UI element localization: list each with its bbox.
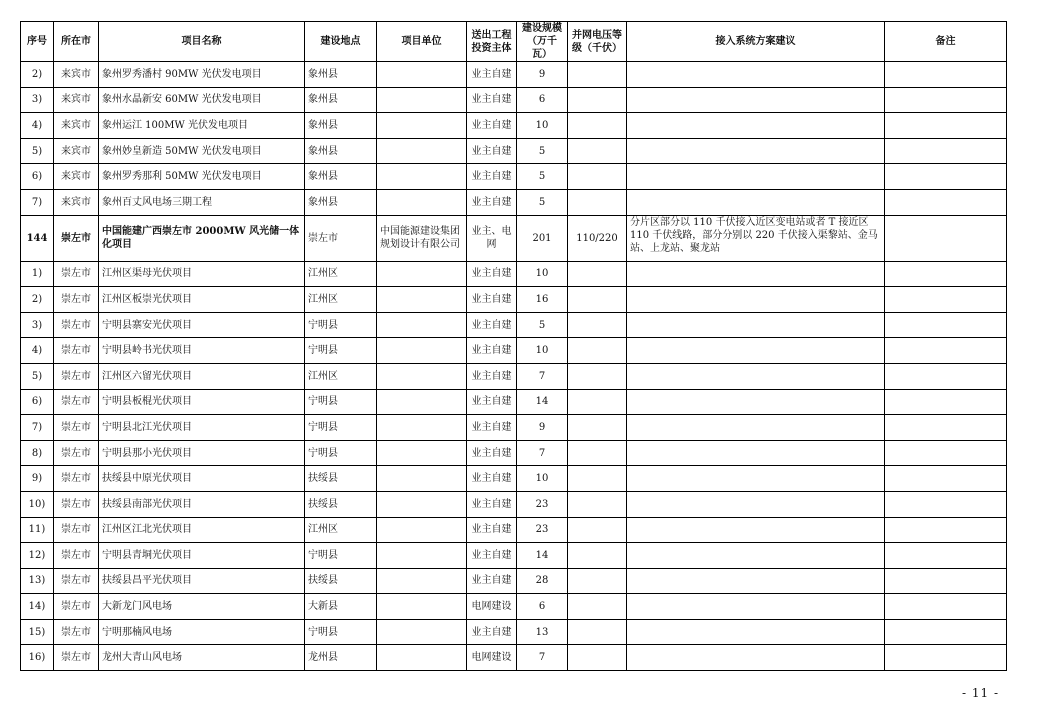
cell-investor: 业主自建 [467,517,517,543]
cell-voltage [568,363,627,389]
cell-project-name: 宁明县岭书光伏项目 [99,338,305,364]
cell-access-plan [627,312,885,338]
cell-unit [377,87,467,113]
cell-voltage [568,440,627,466]
cell-unit [377,440,467,466]
cell-access-plan [627,164,885,190]
cell-city: 来宾市 [54,164,99,190]
header-investor: 送出工程投资主体 [467,22,517,62]
cell-note [885,87,1007,113]
cell-unit [377,138,467,164]
cell-note [885,594,1007,620]
cell-scale: 23 [517,491,568,517]
table-row [21,440,1007,466]
cell-access-plan [627,389,885,415]
cell-scale: 7 [517,645,568,671]
cell-note [885,312,1007,338]
table-row [21,261,1007,287]
cell-unit [377,164,467,190]
cell-scale: 5 [517,138,568,164]
cell-access-plan [627,645,885,671]
cell-scale: 6 [517,87,568,113]
header-city: 所在市 [54,22,99,62]
cell-site: 宁明县 [305,312,377,338]
cell-site: 宁明县 [305,415,377,441]
header-access-plan: 接入系统方案建议 [627,22,885,62]
cell-note [885,619,1007,645]
cell-unit [377,189,467,215]
cell-scale: 7 [517,363,568,389]
cell-unit [377,543,467,569]
cell-city: 崇左市 [54,594,99,620]
cell-scale: 14 [517,389,568,415]
cell-voltage [568,138,627,164]
cell-project-name: 宁明那楠风电场 [99,619,305,645]
cell-investor: 业主自建 [467,287,517,313]
cell-voltage [568,491,627,517]
table-row [21,415,1007,441]
cell-unit [377,261,467,287]
cell-site: 江州区 [305,261,377,287]
cell-scale: 9 [517,62,568,88]
cell-project-name: 江州区江北光伏项目 [99,517,305,543]
cell-note [885,645,1007,671]
table-row [21,287,1007,313]
cell-investor: 业主自建 [467,113,517,139]
header-project-name: 项目名称 [99,22,305,62]
cell-scale: 6 [517,594,568,620]
cell-city: 崇左市 [54,338,99,364]
cell-project-name: 扶绥县南部光伏项目 [99,491,305,517]
cell-site: 宁明县 [305,543,377,569]
header-scale: 建设规模（万千瓦） [517,22,568,62]
cell-site: 崇左市 [305,215,377,261]
cell-site: 宁明县 [305,619,377,645]
cell-project-name: 江州区渠母光伏项目 [99,261,305,287]
cell-no: 2) [21,287,54,313]
cell-unit [377,517,467,543]
table-row [21,62,1007,88]
cell-no: 6) [21,389,54,415]
cell-access-plan [627,619,885,645]
cell-no: 9) [21,466,54,492]
cell-no: 8) [21,440,54,466]
cell-site: 象州县 [305,62,377,88]
cell-project-name: 宁明县板棍光伏项目 [99,389,305,415]
cell-note [885,389,1007,415]
cell-unit [377,415,467,441]
cell-investor: 业主自建 [467,466,517,492]
cell-access-plan [627,466,885,492]
cell-site: 江州区 [305,517,377,543]
table-row [21,189,1007,215]
cell-investor: 业主自建 [467,491,517,517]
header-voltage: 并网电压等级（千伏） [568,22,627,62]
cell-site: 象州县 [305,164,377,190]
cell-note [885,113,1007,139]
cell-no: 4) [21,338,54,364]
cell-investor: 电网建设 [467,645,517,671]
table-row [21,312,1007,338]
cell-unit [377,389,467,415]
cell-unit [377,594,467,620]
cell-investor: 业主自建 [467,363,517,389]
cell-voltage [568,543,627,569]
cell-voltage [568,338,627,364]
cell-voltage [568,287,627,313]
cell-site: 扶绥县 [305,466,377,492]
cell-project-name: 宁明县青垌光伏项目 [99,543,305,569]
cell-no: 7) [21,189,54,215]
cell-no: 16) [21,645,54,671]
cell-unit [377,619,467,645]
cell-note [885,164,1007,190]
cell-project-name: 江州区板崇光伏项目 [99,287,305,313]
cell-scale: 5 [517,164,568,190]
project-table [20,21,1007,671]
cell-site: 象州县 [305,189,377,215]
cell-city: 崇左市 [54,215,99,261]
cell-scale: 10 [517,113,568,139]
cell-no: 2) [21,62,54,88]
table-row [21,619,1007,645]
cell-scale: 13 [517,619,568,645]
cell-no: 10) [21,491,54,517]
cell-access-plan [627,440,885,466]
cell-unit [377,568,467,594]
cell-voltage: 110/220 [568,215,627,261]
cell-site: 宁明县 [305,389,377,415]
cell-note [885,568,1007,594]
cell-scale: 10 [517,466,568,492]
cell-city: 崇左市 [54,543,99,569]
cell-site: 象州县 [305,113,377,139]
cell-investor: 业主自建 [467,261,517,287]
cell-no: 5) [21,363,54,389]
cell-voltage [568,517,627,543]
header-site: 建设地点 [305,22,377,62]
cell-investor: 业主自建 [467,138,517,164]
cell-voltage [568,568,627,594]
cell-access-plan [627,113,885,139]
cell-access-plan [627,517,885,543]
cell-access-plan [627,138,885,164]
cell-no: 11) [21,517,54,543]
cell-investor: 业主自建 [467,87,517,113]
cell-note [885,338,1007,364]
cell-project-name: 江州区六留光伏项目 [99,363,305,389]
cell-city: 崇左市 [54,440,99,466]
cell-no: 6) [21,164,54,190]
cell-project-name: 宁明县寨安光伏项目 [99,312,305,338]
cell-unit [377,312,467,338]
cell-access-plan [627,338,885,364]
cell-access-plan [627,363,885,389]
cell-no: 14) [21,594,54,620]
cell-note [885,415,1007,441]
cell-city: 崇左市 [54,415,99,441]
cell-site: 扶绥县 [305,568,377,594]
cell-project-name: 象州罗秀潘村 90MW 光伏发电项目 [99,62,305,88]
cell-voltage [568,113,627,139]
cell-note [885,543,1007,569]
cell-access-plan [627,87,885,113]
cell-investor: 业主自建 [467,619,517,645]
cell-city: 来宾市 [54,138,99,164]
cell-scale: 10 [517,261,568,287]
cell-site: 江州区 [305,287,377,313]
cell-site: 扶绥县 [305,491,377,517]
cell-city: 崇左市 [54,491,99,517]
cell-investor: 业主自建 [467,338,517,364]
cell-scale: 14 [517,543,568,569]
cell-project-name: 象州罗秀那利 50MW 光伏发电项目 [99,164,305,190]
cell-project-name: 宁明县那小光伏项目 [99,440,305,466]
cell-site: 宁明县 [305,338,377,364]
cell-scale: 5 [517,189,568,215]
cell-site: 大新县 [305,594,377,620]
page-number: - 11 - [962,686,1000,700]
cell-scale: 16 [517,287,568,313]
cell-city: 崇左市 [54,517,99,543]
cell-unit [377,645,467,671]
cell-voltage [568,619,627,645]
cell-unit: 中国能源建设集团规划设计有限公司 [377,215,467,261]
table-body [21,62,1007,671]
cell-project-name: 象州妙皇新造 50MW 光伏发电项目 [99,138,305,164]
cell-no: 7) [21,415,54,441]
cell-city: 崇左市 [54,645,99,671]
cell-access-plan [627,415,885,441]
cell-no: 13) [21,568,54,594]
cell-investor: 业主自建 [467,389,517,415]
cell-no: 12) [21,543,54,569]
cell-project-name: 中国能建广西崇左市 2000MW 风光储一体化项目 [99,215,305,261]
cell-note [885,62,1007,88]
cell-access-plan [627,568,885,594]
cell-city: 崇左市 [54,389,99,415]
cell-project-name: 扶绥县昌平光伏项目 [99,568,305,594]
cell-project-name: 象州运江 100MW 光伏发电项目 [99,113,305,139]
table-row [21,113,1007,139]
table-row [21,87,1007,113]
cell-note [885,363,1007,389]
cell-access-plan [627,62,885,88]
cell-scale: 10 [517,338,568,364]
cell-access-plan [627,543,885,569]
header-no: 序号 [21,22,54,62]
cell-no: 1) [21,261,54,287]
cell-note [885,138,1007,164]
cell-note [885,491,1007,517]
cell-investor: 电网建设 [467,594,517,620]
cell-no: 3) [21,87,54,113]
cell-access-plan [627,189,885,215]
cell-unit [377,363,467,389]
cell-no: 144 [21,215,54,261]
cell-scale: 9 [517,415,568,441]
table-row [21,164,1007,190]
cell-city: 来宾市 [54,87,99,113]
cell-unit [377,113,467,139]
cell-investor: 业主自建 [467,312,517,338]
table-row-main-project [21,215,1007,261]
cell-scale: 7 [517,440,568,466]
cell-city: 崇左市 [54,287,99,313]
cell-city: 崇左市 [54,619,99,645]
cell-site: 宁明县 [305,440,377,466]
table-row [21,363,1007,389]
cell-project-name: 象州百丈风电场三期工程 [99,189,305,215]
cell-city: 崇左市 [54,312,99,338]
cell-unit [377,338,467,364]
cell-project-name: 龙州大青山风电场 [99,645,305,671]
cell-access-plan [627,491,885,517]
cell-project-name: 象州水晶新安 60MW 光伏发电项目 [99,87,305,113]
cell-voltage [568,594,627,620]
cell-project-name: 大新龙门风电场 [99,594,305,620]
cell-city: 来宾市 [54,62,99,88]
cell-city: 崇左市 [54,363,99,389]
table-row [21,389,1007,415]
cell-city: 崇左市 [54,568,99,594]
cell-access-plan [627,261,885,287]
table-row [21,466,1007,492]
table-row [21,491,1007,517]
cell-site: 象州县 [305,87,377,113]
cell-voltage [568,415,627,441]
cell-access-plan [627,287,885,313]
cell-investor: 业主自建 [467,189,517,215]
cell-scale: 28 [517,568,568,594]
cell-no: 4) [21,113,54,139]
cell-city: 崇左市 [54,466,99,492]
cell-no: 15) [21,619,54,645]
cell-note [885,261,1007,287]
cell-voltage [568,164,627,190]
table-row [21,645,1007,671]
cell-voltage [568,62,627,88]
cell-investor: 业主自建 [467,568,517,594]
cell-investor: 业主、电网 [467,215,517,261]
cell-site: 龙州县 [305,645,377,671]
cell-voltage [568,466,627,492]
table-row [21,543,1007,569]
cell-investor: 业主自建 [467,543,517,569]
table-header-row [21,22,1007,62]
cell-project-name: 扶绥县中原光伏项目 [99,466,305,492]
cell-no: 5) [21,138,54,164]
cell-scale: 5 [517,312,568,338]
cell-note [885,466,1007,492]
cell-site: 象州县 [305,138,377,164]
header-note: 备注 [885,22,1007,62]
cell-city: 来宾市 [54,113,99,139]
cell-voltage [568,87,627,113]
cell-access-plan [627,594,885,620]
cell-note [885,517,1007,543]
cell-unit [377,491,467,517]
cell-unit [377,287,467,313]
header-unit: 项目单位 [377,22,467,62]
table-row [21,138,1007,164]
cell-site: 江州区 [305,363,377,389]
cell-note [885,440,1007,466]
table-row [21,517,1007,543]
table-row [21,568,1007,594]
cell-investor: 业主自建 [467,415,517,441]
cell-voltage [568,645,627,671]
cell-unit [377,62,467,88]
cell-voltage [568,261,627,287]
cell-note [885,287,1007,313]
cell-access-plan: 分片区部分以 110 千伏接入近区变电站或者 T 接近区 110 千伏线路，部分分别以 220 千伏接入渠黎站、金马站、上龙站、聚龙站 [627,215,885,261]
cell-scale: 23 [517,517,568,543]
cell-investor: 业主自建 [467,62,517,88]
cell-voltage [568,389,627,415]
cell-unit [377,466,467,492]
table-row [21,594,1007,620]
cell-voltage [568,189,627,215]
cell-investor: 业主自建 [467,440,517,466]
cell-no: 3) [21,312,54,338]
cell-city: 崇左市 [54,261,99,287]
table-row [21,338,1007,364]
cell-note [885,189,1007,215]
cell-scale: 201 [517,215,568,261]
cell-city: 来宾市 [54,189,99,215]
cell-note [885,215,1007,261]
cell-project-name: 宁明县北江光伏项目 [99,415,305,441]
cell-voltage [568,312,627,338]
cell-investor: 业主自建 [467,164,517,190]
